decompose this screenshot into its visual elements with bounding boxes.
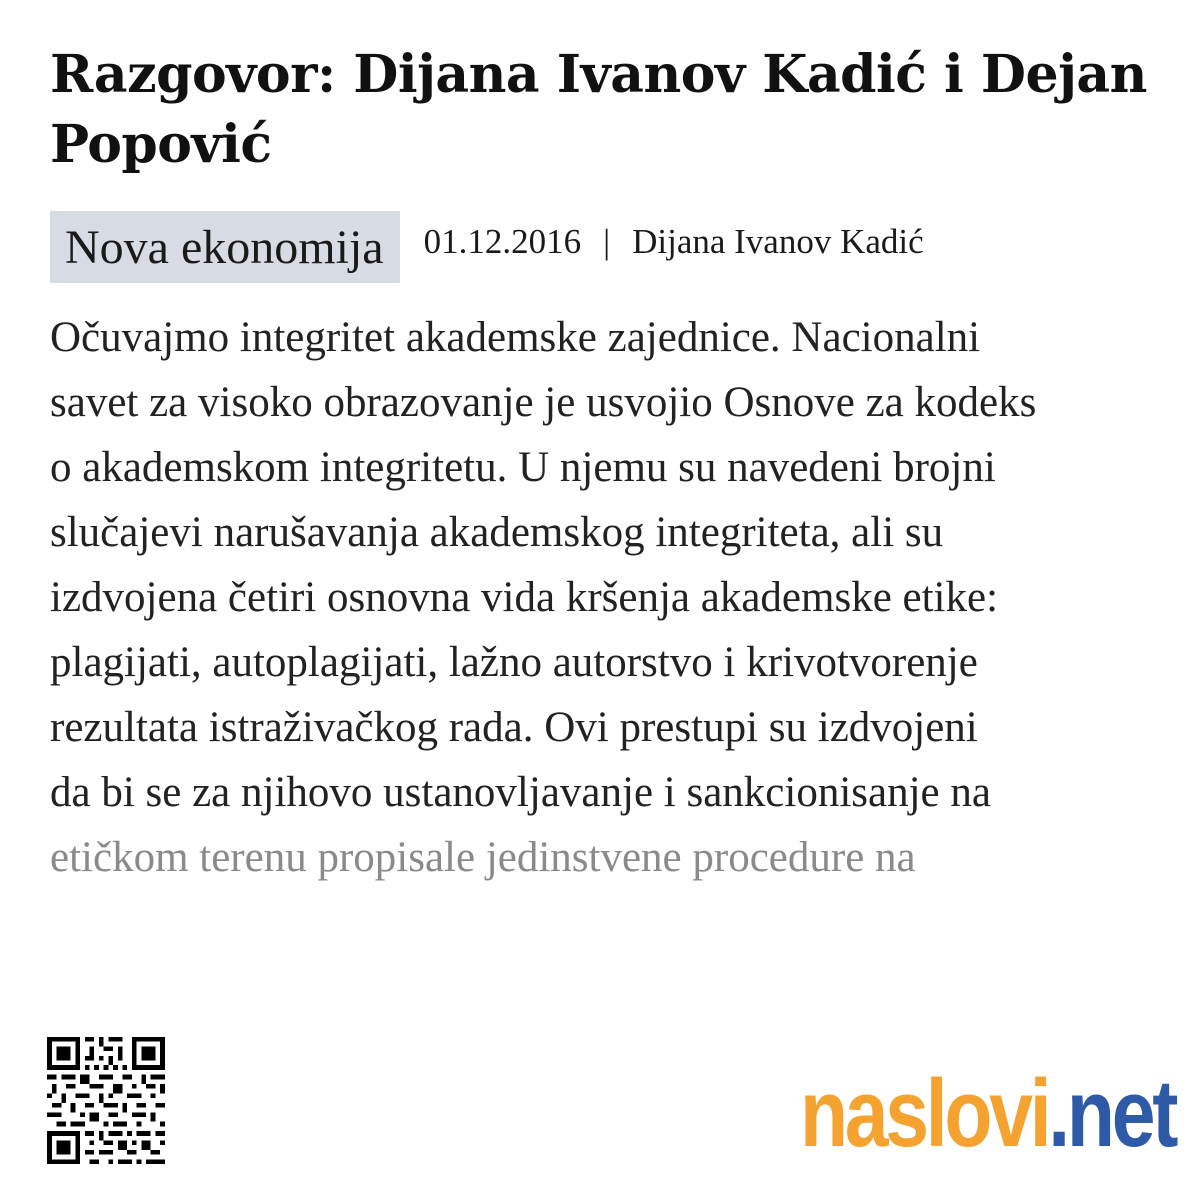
naslovi-logo[interactable] [800,1060,1176,1167]
meta-info [424,222,924,262]
body-line: rezultata istraživačkog rada. Ovi prestupi su izdvojeni [50,704,978,751]
logo-text-naslovi: naslovi [800,1060,1049,1167]
body-line: izdvojena četiri osnovna vida kršenja akademske etike: [50,574,999,621]
body-line-faded: etičkom terenu propisale jedinstvene procedure na [50,834,916,881]
article-title: Razgovor: Dijana Ivanov Kadić i Dejan Popović [50,44,1147,175]
article-body [50,305,1165,890]
article-date: 01.12.2016 [423,222,582,261]
meta-separator: | [603,222,611,261]
logo-text-net: .net [1048,1060,1176,1167]
body-line: da bi se za njihovo ustanovljavanje i sankcionisanje na [50,769,991,816]
body-line: plagijati, autoplagijati, lažno autorstvo i krivotvorenje [50,639,978,686]
source-badge[interactable]: Nova ekonomija [50,211,400,283]
qr-code-icon[interactable] [46,1037,166,1164]
body-line: savet za visoko obrazovanje je usvojio Osnove za kodeks [50,379,1037,426]
body-line: Očuvajmo integritet akademske zajednice. Nacionalni [50,314,981,361]
body-line: o akademskom integritetu. U njemu su navedeni brojni [50,444,996,491]
article-author[interactable]: Dijana Ivanov Kadić [632,222,924,261]
body-line: slučajevi narušavanja akademskog integriteta, ali su [50,509,944,556]
article-meta [50,211,924,283]
